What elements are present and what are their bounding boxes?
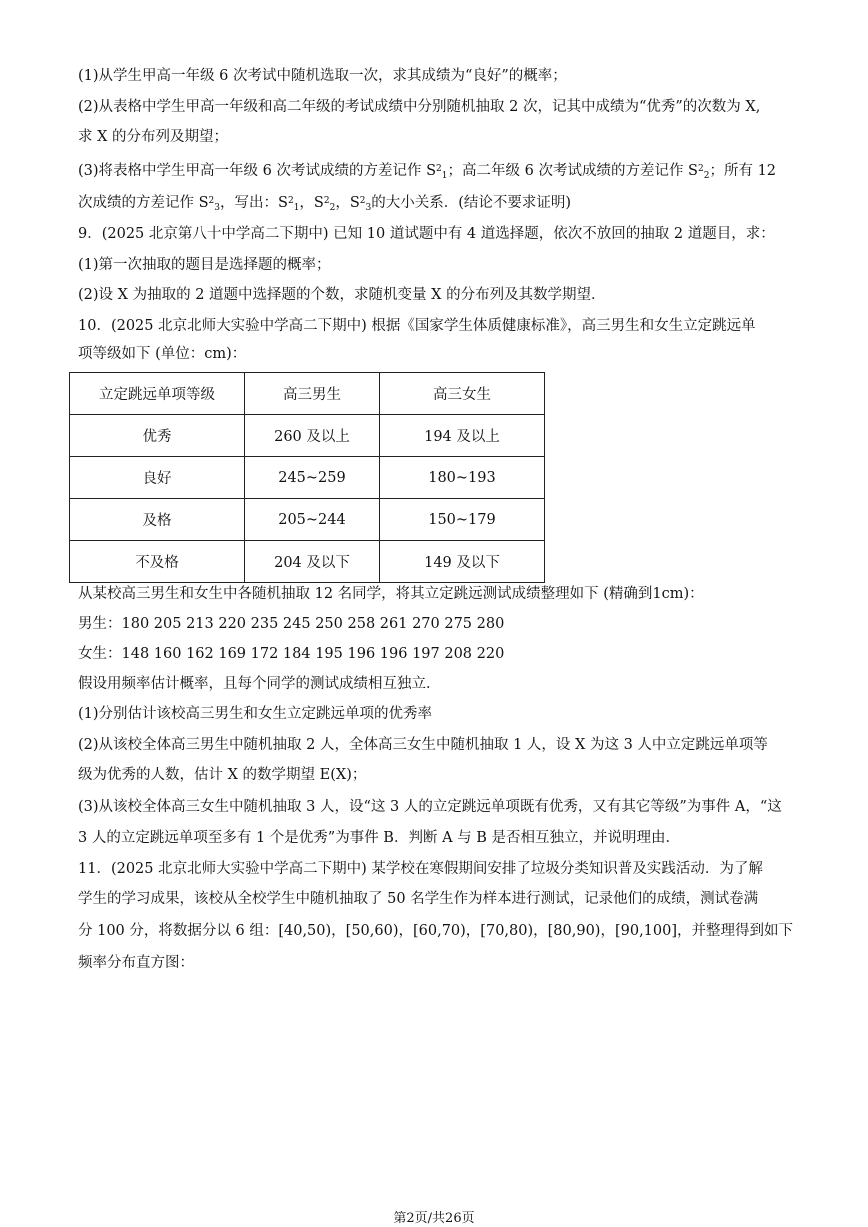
grade-standard-table [69, 372, 545, 583]
problem-11-stem-3: 分 100 分，将数据分以 6 组：[40,50)，[50,60)，[60,70)，[70,80)，[80,90)，[90,100]，并整理得到如下 [78, 923, 794, 939]
question-part-2-cont: 求 X 的分布列及期望； [78, 129, 229, 145]
table-header-cell: 高三男生 [245, 373, 380, 415]
problem-11-stem: 11．(2025 北京北师大实验中学高二下期中) 某学校在寒假期间安排了垃圾分类知识普及实践活动．为了解 [78, 861, 763, 877]
question-part-2: (2)从表格中学生甲高一年级和高二年级的考试成绩中分别随机抽取 2 次，记其中成绩为“优秀”的次数为 X, [78, 99, 761, 115]
table-cell: 150~179 [380, 499, 545, 541]
problem-9-stem: 9．(2025 北京第八十中学高二下期中) 已知 10 道试题中有 4 道选择题，依次不放回的抽取 2 道题目，求： [78, 226, 775, 242]
problem-11-stem-4: 频率分布直方图： [78, 955, 194, 971]
boys-scores: 男生：180 205 213 220 235 245 250 258 261 270 275 280 [78, 616, 505, 632]
table-cell: 不及格 [70, 541, 245, 583]
table-cell: 优秀 [70, 415, 245, 457]
table-cell: 194 及以上 [380, 415, 545, 457]
table-header-cell: 立定跳远单项等级 [70, 373, 245, 415]
table-row [70, 415, 545, 457]
table-row [70, 499, 545, 541]
table-cell: 180~193 [380, 457, 545, 499]
girls-scores: 女生：148 160 162 169 172 184 195 196 196 197 208 220 [78, 646, 505, 662]
problem-10-stem: 10．(2025 北京北师大实验中学高二下期中) 根据《国家学生体质健康标准》，高三男生和女生立定跳远单 [78, 318, 756, 334]
problem-9-part-1: (1)第一次抽取的题目是选择题的概率； [78, 257, 331, 273]
table-cell: 245~259 [245, 457, 380, 499]
question-part-3-cont: 次成绩的方差记作 S23，写出：S21，S22，S23的大小关系．(结论不要求证明) [78, 195, 572, 213]
table-header-cell: 高三女生 [380, 373, 545, 415]
problem-10-data-intro: 从某校高三男生和女生中各随机抽取 12 名同学，将其立定跳远测试成绩整理如下 (精确到1cm)： [78, 586, 704, 602]
problem-9-part-2: (2)设 X 为抽取的 2 道题中选择题的个数，求随机变量 X 的分布列及其数学期望． [78, 287, 606, 303]
table-row [70, 457, 545, 499]
problem-10-part-2-cont: 级为优秀的人数，估计 X 的数学期望 E(X)； [78, 767, 367, 783]
table-header-row [70, 373, 545, 415]
table-cell: 204 及以下 [245, 541, 380, 583]
problem-10-part-3: (3)从该校全体高三女生中随机抽取 3 人，设“这 3 人的立定跳远单项既有优秀，又有其它等级”为事件 A，“这 [78, 799, 782, 815]
table-cell: 205~244 [245, 499, 380, 541]
question-part-1: (1)从学生甲高一年级 6 次考试中随机选取一次，求其成绩为“良好”的概率； [78, 68, 567, 84]
problem-11-stem-2: 学生的学习成果，该校从全校学生中随机抽取了 50 名学生作为样本进行测试，记录他们的成绩，测试卷满 [78, 891, 759, 907]
table-cell: 及格 [70, 499, 245, 541]
page-number: 第2页/共26页 [393, 1211, 475, 1226]
problem-10-part-3-cont: 3 人的立定跳远单项至多有 1 个是优秀”为事件 B．判断 A 与 B 是否相互独立，并说明理由． [78, 830, 681, 846]
assumption-text: 假设用频率估计概率，且每个同学的测试成绩相互独立． [78, 676, 441, 692]
problem-10-part-1: (1)分别估计该校高三男生和女生立定跳远单项的优秀率 [78, 706, 433, 722]
problem-10-stem-cont: 项等级如下 (单位：cm)： [78, 346, 247, 362]
table-cell: 260 及以上 [245, 415, 380, 457]
table-row [70, 541, 545, 583]
question-part-3: (3)将表格中学生甲高一年级 6 次考试成绩的方差记作 S21；高二年级 6 次考试成绩的方差记作 S22；所有 12 [78, 163, 777, 181]
problem-10-part-2: (2)从该校全体高三男生中随机抽取 2 人，全体高三女生中随机抽取 1 人，设 X 为这 3 人中立定跳远单项等 [78, 737, 768, 753]
table-cell: 良好 [70, 457, 245, 499]
table-cell: 149 及以下 [380, 541, 545, 583]
